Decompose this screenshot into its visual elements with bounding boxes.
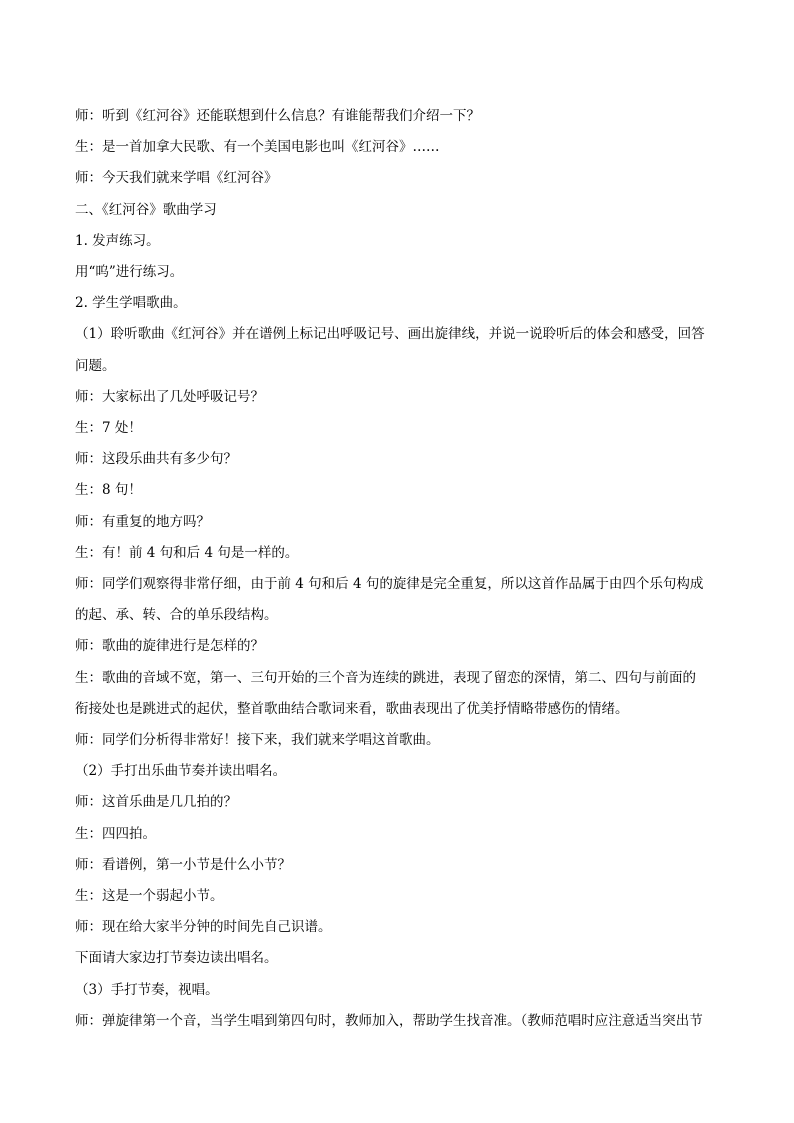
text-line: 生：8 句！ (75, 482, 142, 499)
text-line: 1. 发声练习。 (75, 232, 160, 249)
text-line: 师：这首乐曲是几几拍的？ (75, 794, 237, 811)
text-line: 师：有重复的地方吗？ (75, 513, 210, 530)
text-line: （3）手打节奏，视唱。 (75, 981, 219, 998)
text-line: 用“呜”进行练习。 (75, 264, 184, 281)
text-line: 下面请大家边打节奏边读出唱名。 (75, 950, 278, 967)
text-line: 师：大家标出了几处呼吸记号？ (75, 388, 264, 405)
text-line: 师：听到《红河谷》还能联想到什么信息？有谁能帮我们介绍一下？ (75, 108, 480, 124)
text-line: 生：7 处！ (75, 420, 142, 437)
text-line: 生：是一首加拿大民歌、有一个美国电影也叫《红河谷》…… (75, 139, 440, 156)
text-line: 师：现在给大家半分钟的时间先自己识谱。 (75, 919, 332, 936)
text-line: （2）手打出乐曲节奏并读出唱名。 (75, 763, 287, 780)
text-line: 衔接处也是跳进式的起伏，整首歌曲结合歌词来看，歌曲表现出了优美抒情略带感伤的情绪。 (75, 700, 629, 717)
text-line: 师：歌曲的旋律进行是怎样的？ (75, 638, 264, 655)
text-line: 问题。 (75, 357, 116, 374)
text-line: 师：今天我们就来学唱《红河谷》 (75, 170, 278, 187)
text-line: 师：同学们观察得非常仔细，由于前 4 句和后 4 句的旋律是完全重复，所以这首作品属于由四个乐句构成 (75, 576, 704, 593)
text-line: （1）聆听歌曲《红河谷》并在谱例上标记出呼吸记号、画出旋律线，并说一说聆听后的体会和感受，回答 (75, 326, 705, 343)
text-line: 师：同学们分析得非常好！接下来，我们就来学唱这首歌曲。 (75, 732, 440, 749)
section-heading: 二、《红河谷》歌曲学习 (75, 201, 217, 218)
text-line: 师：这段乐曲共有多少句？ (75, 451, 237, 468)
text-line: 生：有！前 4 句和后 4 句是一样的。 (75, 544, 299, 561)
text-line: 的起、承、转、合的单乐段结构。 (75, 607, 278, 624)
text-line: 师：看谱例，第一小节是什么小节？ (75, 856, 291, 873)
text-line: 生：这是一个弱起小节。 (75, 888, 224, 905)
text-line: 师：弹旋律第一个音，当学生唱到第四句时，教师加入，帮助学生找音准。（教师范唱时应注意适当突出节 (75, 1012, 703, 1029)
text-line: 生：四四拍。 (75, 825, 156, 842)
document-body (75, 101, 725, 1037)
text-line: 生：歌曲的音域不宽，第一、三句开始的三个音为连续的跳进，表现了留恋的深情，第二、四句与前面的 (75, 669, 696, 686)
text-line: 2. 学生学唱歌曲。 (75, 295, 187, 312)
